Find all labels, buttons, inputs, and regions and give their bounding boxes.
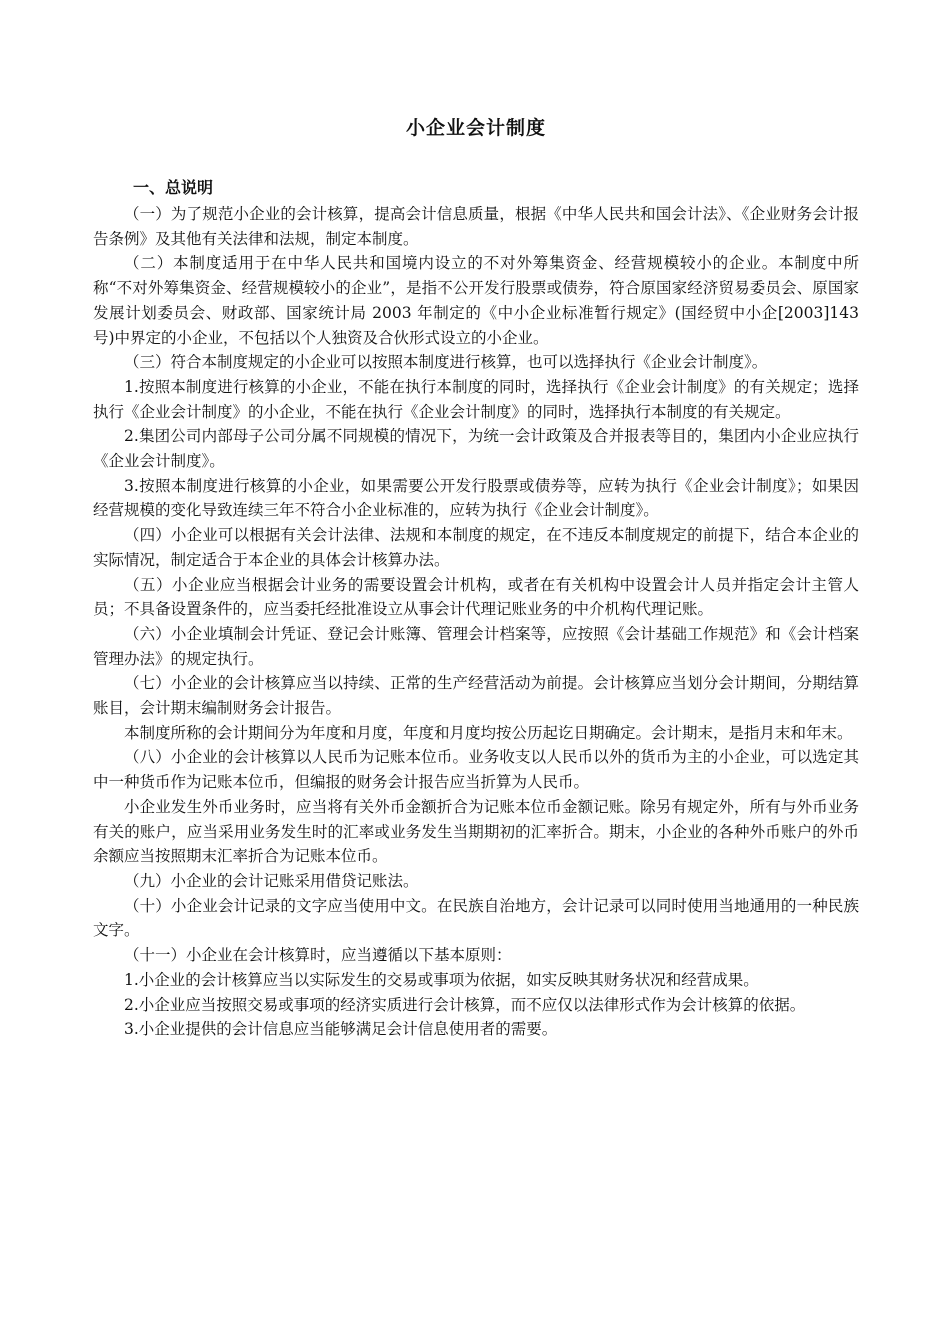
paragraph-12: （八）小企业的会计核算以人民币为记账本位币。业务收支以人民币以外的货币为主的小企业，可以选定其中一种货币作为记账本位币，但编报的财务会计报告应当折算为人民币。 [93,748,859,792]
document-body [93,202,859,1042]
paragraph-6: 3.按照本制度进行核算的小企业，如果需要公开发行股票或债券等，应转为执行《企业会计制度》；如果因经营规模的变化导致连续三年不符合小企业标准的，应转为执行《企业会计制度》。 [93,476,859,520]
paragraph-14: （九）小企业的会计记账采用借贷记账法。 [124,871,419,890]
paragraph-4: 1.按照本制度进行核算的小企业，不能在执行本制度的同时，选择执行《企业会计制度》的有关规定；选择执行《企业会计制度》的小企业，不能在执行《企业会计制度》的同时，选择执行本制度的有关规定。 [93,377,859,421]
paragraph-9: （六）小企业填制会计凭证、登记会计账簿、管理会计档案等，应按照《会计基础工作规范》和《会计档案管理办法》的规定执行。 [93,624,859,668]
paragraph-19: 3.小企业提供的会计信息应当能够满足会计信息使用者的需要。 [124,1020,558,1039]
paragraph-2: （二）本制度适用于在中华人民共和国境内设立的不对外筹集资金、经营规模较小的企业。本制度中所称“不对外筹集资金、经营规模较小的企业”，是指不公开发行股票或债券，符合原国家经济贸易委员会、原国家发展计划委员会、财政部、国家统计局 2003 年制定的《中小企业标准暂行规定》(国经贸中小企[2003]143 号)中界定的小企业，不包括以个人独资及合伙形式设立的小企业。 [93,254,859,347]
paragraph-10: （七）小企业的会计核算应当以持续、正常的生产经营活动为前提。会计核算应当划分会计期间，分期结算账目，会计期末编制财务会计报告。 [93,674,859,718]
paragraph-5: 2.集团公司内部母子公司分属不同规模的情况下，为统一会计政策及合并报表等目的，集团内小企业应执行《企业会计制度》。 [93,427,859,471]
paragraph-13: 小企业发生外币业务时，应当将有关外币金额折合为记账本位币金额记账。除另有规定外，所有与外币业务有关的账户，应当采用业务发生时的汇率或业务发生当期期初的汇率折合。期末，小企业的各种外币账户的外币余额应当按照期末汇率折合为记账本位币。 [93,797,859,866]
paragraph-7: （四）小企业可以根据有关会计法律、法规和本制度的规定，在不违反本制度规定的前提下，结合本企业的实际情况，制定适合于本企业的具体会计核算办法。 [93,526,859,569]
document-title: 小企业会计制度 [405,117,546,139]
paragraph-17: 1.小企业的会计核算应当以实际发生的交易或事项为依据，如实反映其财务状况和经营成果。 [124,970,759,989]
paragraph-18: 2.小企业应当按照交易或事项的经济实质进行会计核算，而不应仅以法律形式作为会计核算的依据。 [124,995,806,1014]
paragraph-1: （一）为了规范小企业的会计核算，提高会计信息质量，根据《中华人民共和国会计法》、《企业财务会计报告条例》及其他有关法律和法规，制定本制度。 [93,205,859,248]
paragraph-11: 本制度所称的会计期间分为年度和月度，年度和月度均按公历起讫日期确定。会计期末，是指月末和年末。 [124,723,853,742]
paragraph-8: （五）小企业应当根据会计业务的需要设置会计机构，或者在有关机构中设置会计人员并指定会计主管人员；不具备设置条件的，应当委托经批准设立从事会计代理记账业务的中介机构代理记账。 [93,575,859,619]
paragraph-16: （十一）小企业在会计核算时，应当遵循以下基本原则： [124,946,512,965]
section-heading: 一、总说明 [133,178,214,197]
paragraph-3: （三）符合本制度规定的小企业可以按照本制度进行核算，也可以选择执行《企业会计制度》。 [124,353,768,372]
paragraph-15: （十）小企业会计记录的文字应当使用中文。在民族自治地方，会计记录可以同时使用当地通用的一种民族文字。 [93,896,859,940]
